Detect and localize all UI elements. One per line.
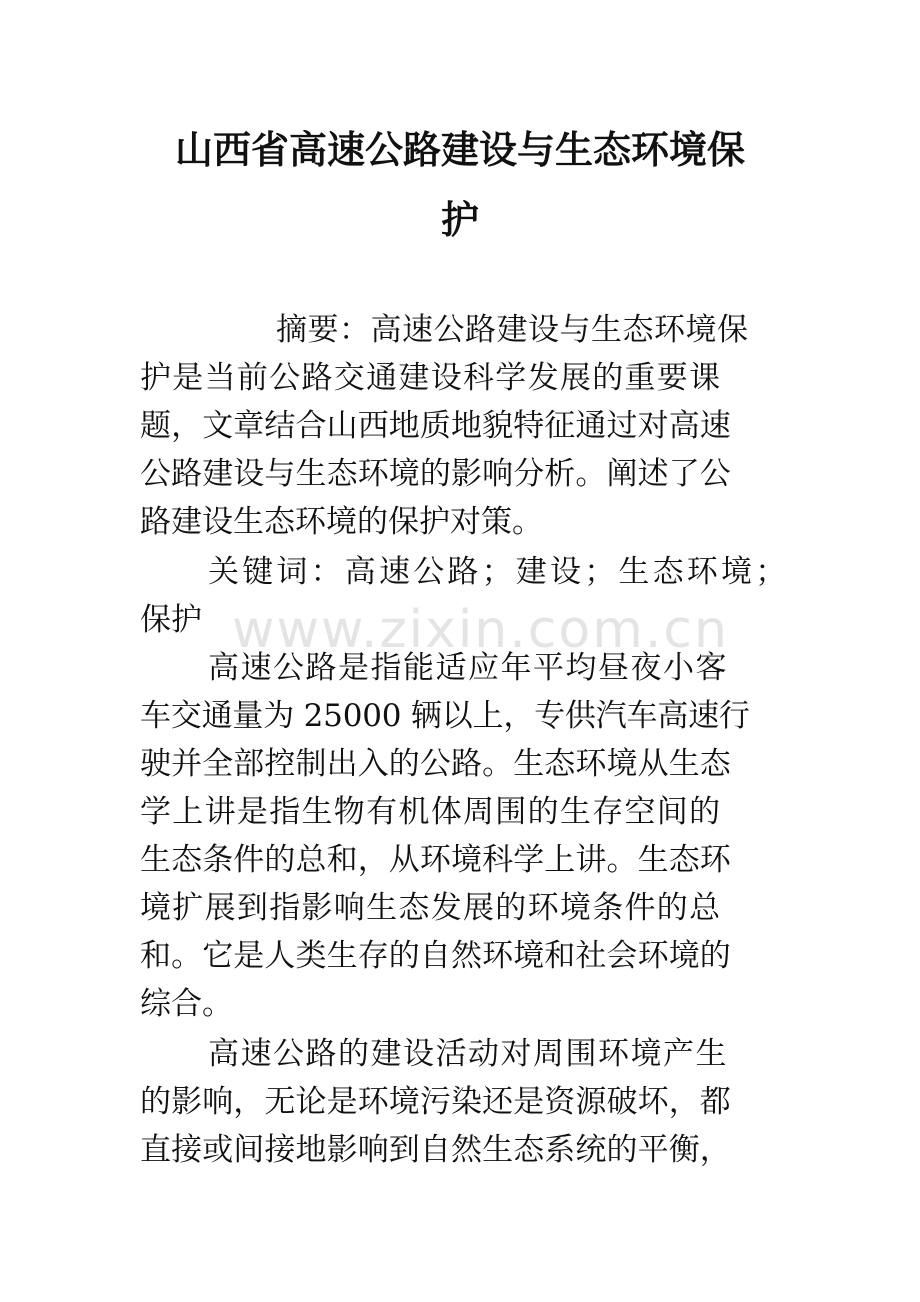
body-line: 和。它是人类生存的自然环境和社会环境的 (140, 938, 731, 974)
keywords-line: 保护 (140, 602, 202, 638)
body-line: 综合。 (140, 986, 233, 1022)
document-title: 山西省高速公路建设与生态环境保 (174, 127, 745, 172)
abstract-line: 摘要：高速公路建设与生态环境保 (276, 312, 749, 348)
abstract-line: 题，文章结合山西地质地貌特征通过对高速 (140, 408, 731, 444)
abstract-line: 路建设生态环境的保护对策。 (140, 504, 543, 540)
body-line: 生态条件的总和，从环境科学上讲。生态环 (140, 842, 731, 878)
body-line: 车交通量为 25000 辆以上，专供汽车高速行 (140, 698, 750, 734)
abstract-line: 护是当前公路交通建设科学发展的重要课 (140, 360, 722, 396)
body-line: 学上讲是指生物有机体周围的生存空间的 (140, 794, 722, 830)
abstract-line: 公路建设与生态环境的影响分析。阐述了公 (140, 456, 731, 492)
body-line: 的影响，无论是环境污染还是资源破坏，都 (140, 1084, 731, 1120)
body-line: 驶并全部控制出入的公路。生态环境从生态 (140, 746, 731, 782)
body-line: 直接或间接地影响到自然生态系统的平衡， (140, 1132, 731, 1168)
body-line: 境扩展到指影响生态发展的环境条件的总 (140, 890, 722, 926)
body-line: 高速公路是指能适应年平均昼夜小客 (208, 650, 728, 686)
body-line: 高速公路的建设活动对周围环境产生 (208, 1036, 728, 1072)
watermark: www.zixin.com.cn (232, 600, 729, 660)
document-title-continued: 护 (440, 197, 479, 242)
keywords-line: 关键词：高速公路；建设；生态环境； (208, 554, 790, 590)
